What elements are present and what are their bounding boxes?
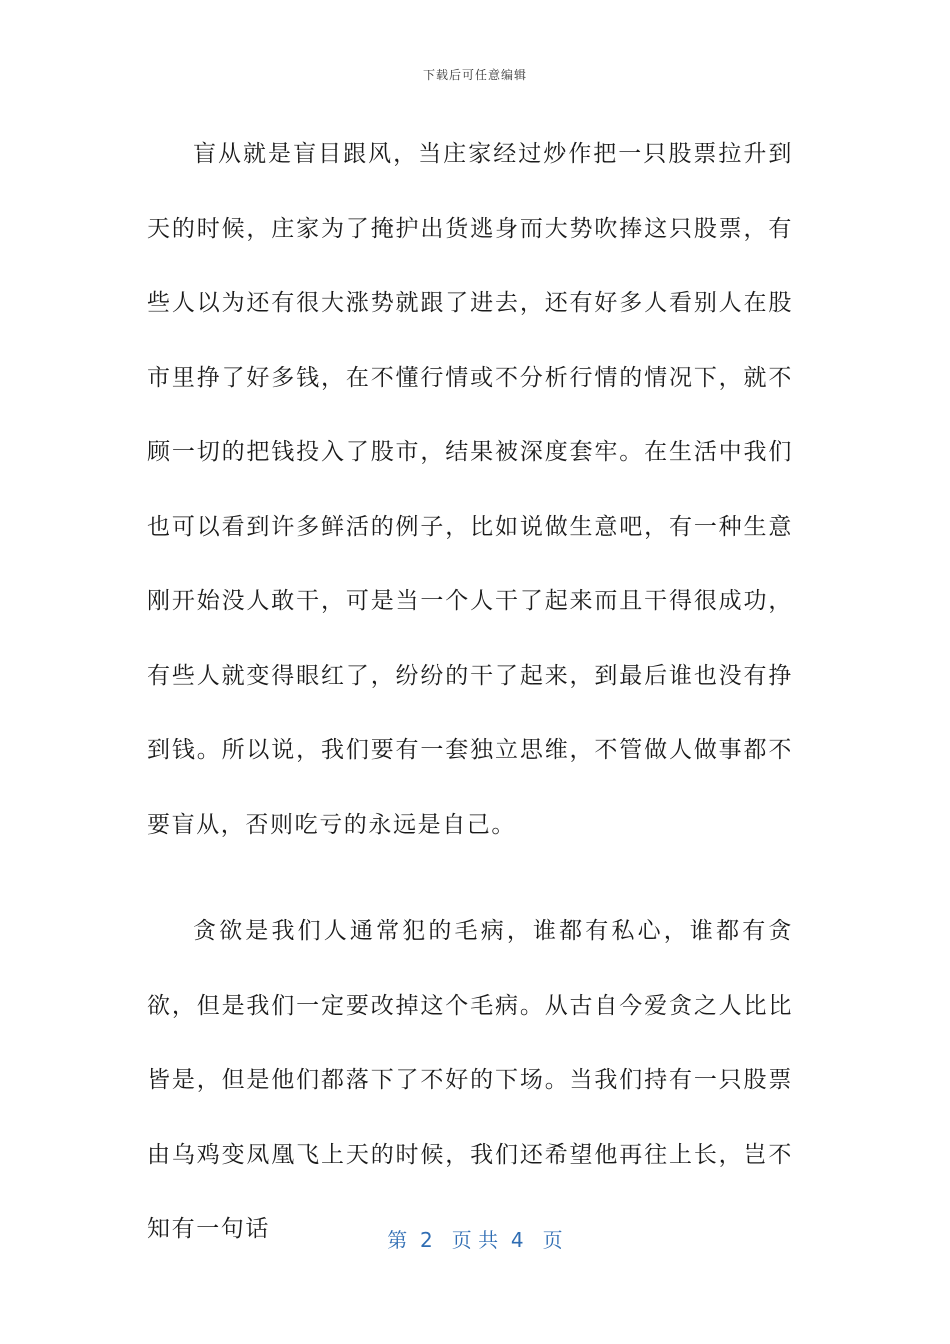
page-header-note: 下载后可任意编辑 xyxy=(422,68,527,82)
document-body xyxy=(147,117,793,1267)
paragraph-greed: 贪欲是我们人通常犯的毛病，谁都有私心，谁都有贪欲，但是我们一定要改掉这个毛病。从古自今爱贪之人比比皆是，但是他们都落下了不好的下场。当我们持有一只股票由乌鸡变凤凰飞上天的时候，我们还希望他再往上长，岂不知有一句话 xyxy=(147,918,793,1242)
page-number-footer: 第 2 页 共 4 页 xyxy=(387,1228,563,1252)
paragraph-blind-following: 盲从就是盲目跟风，当庄家经过炒作把一只股票拉升到天的时候，庄家为了掩护出货逃身而大势吹捧这只股票，有些人以为还有很大涨势就跟了进去，还有好多人看别人在股市里挣了好多钱，在不懂行情或不分析行情的情况下，就不顾一切的把钱投入了股市，结果被深度套牢。在生活中我们也可以看到许多鲜活的例子，比如说做生意吧，有一种生意刚开始没人敢干，可是当一个人干了起来而且干得很成功，有些人就变得眼红了，纷纷的干了起来，到最后谁也没有挣到钱。所以说，我们要有一套独立思维，不管做人做事都不要盲从，否则吃亏的永远是自己。 xyxy=(147,141,793,838)
